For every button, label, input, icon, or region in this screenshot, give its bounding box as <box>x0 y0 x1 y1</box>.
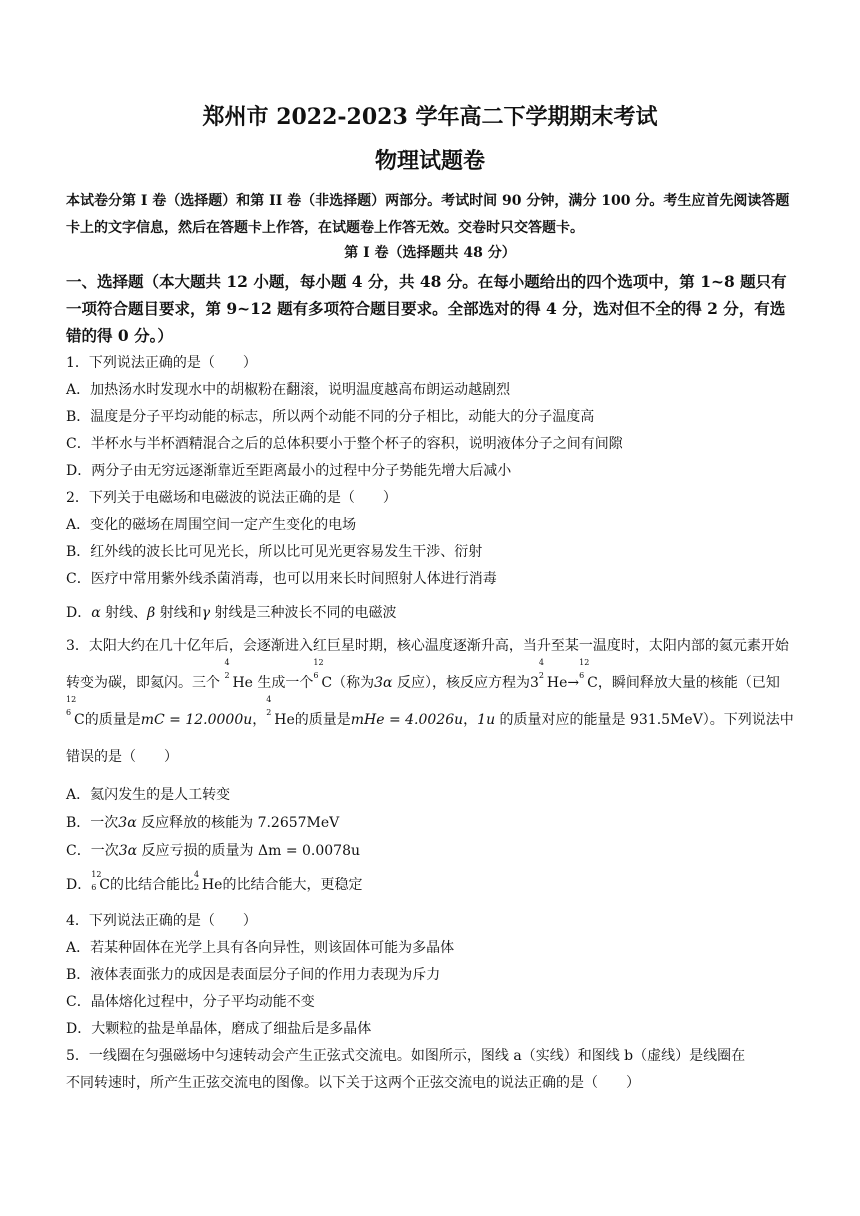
q1-option-a: A．加热汤水时发现水中的胡椒粉在翻滚，说明温度越高布朗运动越剧烈 <box>66 382 511 398</box>
helium-nuclide <box>266 695 295 739</box>
q3-c-text: C．一次 <box>66 843 119 859</box>
atomic-number: 2 <box>224 671 230 680</box>
element-symbol: He <box>274 712 295 728</box>
q3-text: ， <box>463 712 478 728</box>
element-symbol: C <box>587 675 598 691</box>
element-symbol: He <box>201 877 223 893</box>
atomic-number: 2 <box>193 883 200 892</box>
atomic-number: 2 <box>266 708 272 717</box>
three-alpha-symbol: 3α <box>374 675 393 691</box>
q3-d-text: 的比结合能比 <box>109 877 194 893</box>
q3-option-d <box>66 870 794 894</box>
q3-d-text: 的比结合能大，更稳定 <box>222 877 363 893</box>
q3-text: 的质量是 <box>84 712 141 728</box>
unit-mass: 1u <box>477 712 496 728</box>
q3-b-text: 反应释放的核能为 7.2657MeV <box>136 815 340 831</box>
exam-title: 郑州市 2022-2023 学年高二下学期期末考试 <box>202 104 658 130</box>
q5-stem-line2: 不同转速时，所产生正弦交流电的图像。以下关于这两个正弦交流电的说法正确的是（ ） <box>66 1075 640 1091</box>
q3-option-b <box>66 812 794 832</box>
carbon-nuclide <box>579 658 598 702</box>
element-symbol: C <box>321 675 333 691</box>
q4-option-c: C．晶体熔化过程中，分子平均动能不变 <box>66 994 315 1010</box>
atomic-number: 6 <box>579 671 585 680</box>
mass-number: 4 <box>538 658 544 667</box>
q3-option-a: A．氦闪发生的是人工转变 <box>66 787 231 803</box>
element-symbol: C <box>99 877 110 893</box>
q3-text: ，瞬间释放大量的核能（已知 <box>597 675 780 691</box>
atomic-number: 6 <box>91 883 97 892</box>
atomic-number: 6 <box>313 671 319 680</box>
equation-coefficient: 3 <box>529 675 539 691</box>
element-symbol: C <box>74 712 85 728</box>
q3-text: 3．太阳大约在几十亿年后，会逐渐进入红巨星时期，核心温度逐渐升高，当升至某一温度时，太阳内部的氦元素开始转变为碳，即氦闪。三个 <box>66 638 789 691</box>
part1-heading: 第 I 卷（选择题共 48 分） <box>344 245 516 261</box>
carbon-mass-equation: mC = 12.0000u <box>140 712 253 728</box>
q2-option-d <box>66 602 794 622</box>
q1-option-b: B．温度是分子平均动能的标志，所以两个动能不同的分子相比，动能大的分子温度高 <box>66 409 595 425</box>
q3-d-text: D． <box>66 877 92 893</box>
carbon-nuclide <box>91 870 110 893</box>
q3-text: 反应），核反应方程为 <box>392 675 530 691</box>
mass-number: 12 <box>313 658 324 667</box>
mass-number: 12 <box>91 870 102 879</box>
helium-nuclide <box>538 658 568 702</box>
exam-subtitle: 物理试题卷 <box>374 148 485 174</box>
carbon-nuclide <box>313 658 333 702</box>
three-alpha-symbol: 3α <box>118 843 138 859</box>
q1-option-c: C．半杯水与半杯酒精混合之后的总体积要小于整个杯子的容积，说明液体分子之间有间隙 <box>66 436 623 452</box>
q3-text: 的质量对应的能量是 931.5MeV）。下列说法中错误的是（ ） <box>66 712 794 765</box>
q2-option-c: C．医疗中常用紫外线杀菌消毒，也可以用来长时间照射人体进行消毒 <box>66 571 497 587</box>
section1-heading: 一、选择题（本大题共 12 小题，每小题 4 分，共 48 分。在每小题给出的四个选项中，第 1~8 题只有一项符合题目要求，第 9~12 题有多项符合题目要求。全部选对的得 4 分，选对但不全的得 2 分，有选错的得 0 分。） <box>66 272 787 345</box>
q3-stem <box>66 628 794 776</box>
mass-number: 4 <box>224 658 230 667</box>
q2-d-text: 射线、 <box>100 605 148 621</box>
q4-option-a: A．若某种固体在光学上具有各向异性，则该固体可能为多晶体 <box>66 940 455 956</box>
q3-option-c <box>66 840 794 860</box>
mass-number: 12 <box>66 695 77 704</box>
q2-option-b: B．红外线的波长比可见光长，所以比可见光更容易发生干涉、衍射 <box>66 544 483 560</box>
q1-stem: 1．下列说法正确的是（ ） <box>66 355 257 371</box>
helium-nuclide <box>193 870 223 893</box>
q3-text: ， <box>252 712 267 728</box>
reaction-arrow: → <box>567 675 580 691</box>
q5-stem-line1: 5．一线圈在匀强磁场中匀速转动会产生正弦式交流电。如图所示，图线 a（实线）和图线 b（虚线）是线圈在 <box>66 1048 746 1064</box>
q3-text: 的质量是 <box>294 712 351 728</box>
q2-d-prefix: D． <box>66 605 92 621</box>
atomic-number: 6 <box>66 708 72 717</box>
mass-number: 12 <box>579 658 590 667</box>
q2-stem: 2．下列关于电磁场和电磁波的说法正确的是（ ） <box>66 490 397 506</box>
mass-number: 4 <box>266 695 272 704</box>
atomic-number: 2 <box>538 671 544 680</box>
q4-option-b: B．液体表面张力的成因是表面层分子间的作用力表现为斥力 <box>66 967 441 983</box>
alpha-symbol: α <box>91 605 101 621</box>
element-symbol: He <box>232 675 253 691</box>
q4-option-d: D．大颗粒的盐是单晶体，磨成了细盐后是多晶体 <box>66 1021 372 1037</box>
q3-c-text: 反应亏损的质量为 Δm = 0.0078u <box>137 843 361 859</box>
q3-text: （称为 <box>332 675 375 691</box>
q1-option-d: D．两分子由无穷远逐渐靠近至距离最小的过程中分子势能先增大后减小 <box>66 463 512 479</box>
beta-symbol: β <box>147 605 156 621</box>
q3-text: 生成一个 <box>252 675 314 691</box>
q2-option-a: A．变化的磁场在周围空间一定产生变化的电场 <box>66 517 357 533</box>
q4-stem: 4．下列说法正确的是（ ） <box>66 913 257 929</box>
gamma-symbol: γ <box>201 605 211 621</box>
helium-nuclide <box>224 658 253 702</box>
helium-mass-equation: mHe = 4.0026u <box>350 712 464 728</box>
mass-number: 4 <box>193 870 200 879</box>
element-symbol: He <box>546 675 568 691</box>
q3-b-text: B．一次 <box>66 815 119 831</box>
q2-d-text: 射线和 <box>155 605 202 621</box>
carbon-nuclide <box>66 695 85 739</box>
exam-instructions: 本试卷分第 I 卷（选择题）和第 II 卷（非选择题）两部分。考试时间 90 分钟，满分 100 分。考生应首先阅读答题卡上的文字信息，然后在答题卡上作答，在试题卷上作答无效。交卷时只交答题卡。 <box>66 193 790 236</box>
three-alpha-symbol: 3α <box>118 815 137 831</box>
q2-d-text: 射线是三种波长不同的电磁波 <box>210 605 397 621</box>
